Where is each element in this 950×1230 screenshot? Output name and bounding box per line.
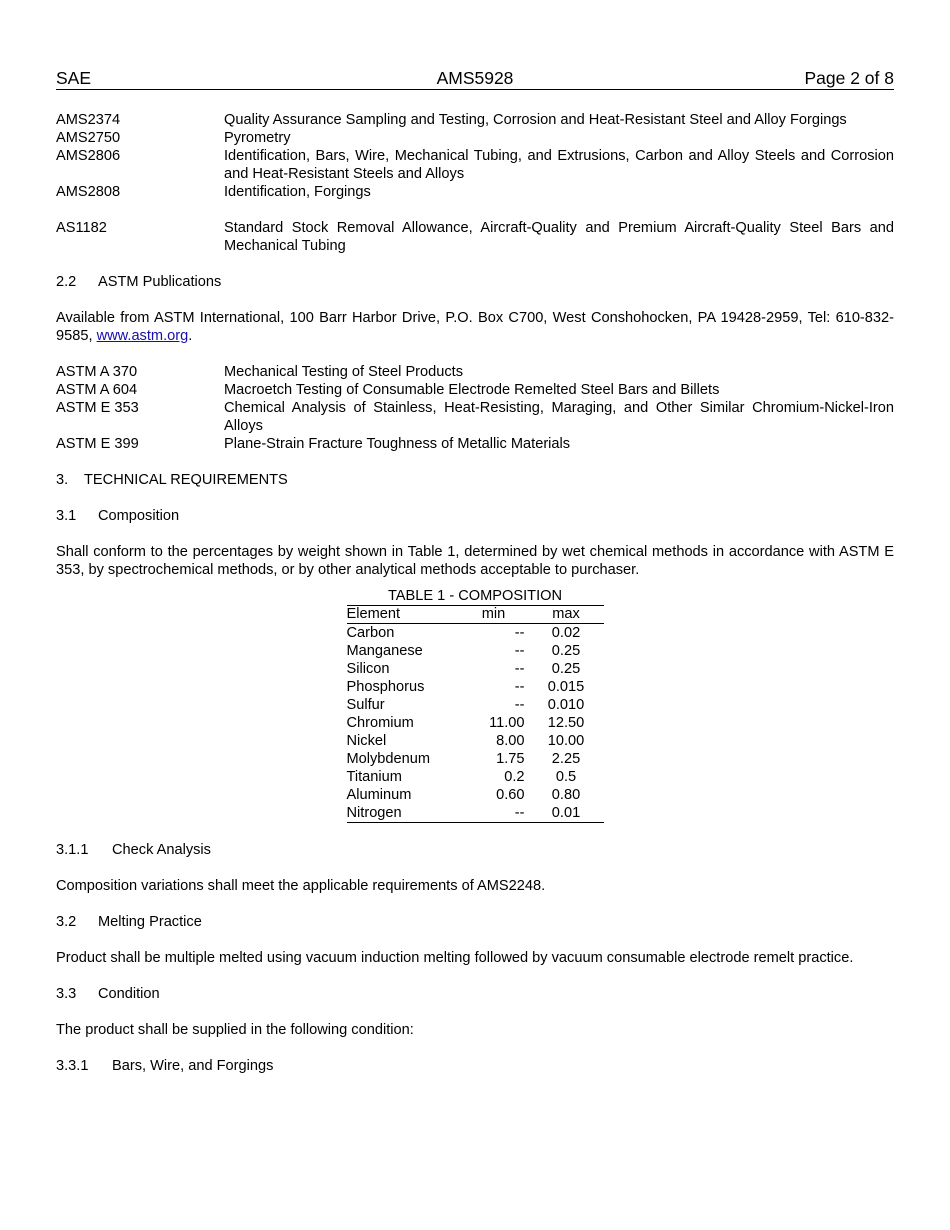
reference-title: Standard Stock Removal Allowance, Aircraft-Quality and Premium Aircraft-Quality Steel Bars and Mechanical Tubing: [224, 220, 894, 254]
section-number: 3.3.1: [56, 1058, 89, 1074]
column-header-max: max: [529, 606, 604, 624]
section-number: 3.1.1: [56, 842, 89, 858]
reference-code: ASTM E 353: [56, 400, 139, 416]
max-cell: 0.015: [547, 679, 585, 695]
column-header-min: min: [459, 606, 529, 624]
element-cell: Silicon: [346, 661, 390, 677]
reference-code: ASTM A 370: [56, 364, 138, 380]
max-cell: 0.01: [529, 804, 604, 823]
min-cell: --: [514, 661, 525, 677]
section-3-3-1-heading: [56, 1057, 894, 1075]
min-cell: 0.60: [496, 787, 525, 803]
column-header-element: Element: [347, 606, 459, 624]
table-title: TABLE 1 - COMPOSITION: [387, 588, 563, 604]
element-cell: Molybdenum: [346, 751, 431, 767]
page-header: [56, 68, 894, 90]
table-row: [347, 714, 604, 732]
reference-item: [56, 219, 894, 255]
table-row: [347, 768, 604, 786]
element-cell: Nitrogen: [347, 804, 459, 823]
astm-reference-list: [56, 363, 894, 453]
section-title: ASTM Publications: [98, 274, 222, 290]
reference-item: [56, 399, 894, 435]
max-cell: 0.02: [551, 625, 581, 641]
element-cell: Chromium: [346, 715, 414, 731]
reference-item: [56, 381, 894, 399]
reference-title: Identification, Forgings: [224, 184, 371, 200]
reference-code: AMS2808: [56, 184, 121, 200]
section-title: Check Analysis: [112, 842, 211, 858]
condition-paragraph: The product shall be supplied in the following condition:: [56, 1022, 414, 1038]
reference-title: Macroetch Testing of Consumable Electrode Remelted Steel Bars and Billets: [224, 382, 720, 398]
element-cell: Carbon: [346, 625, 395, 641]
max-cell: 0.25: [551, 661, 581, 677]
reference-code: AS1182: [56, 220, 107, 236]
table-row: [347, 678, 604, 696]
min-cell: 8.00: [496, 733, 525, 749]
reference-title: Quality Assurance Sampling and Testing, Corrosion and Heat-Resistant Steel and Alloy Forgings: [224, 112, 847, 128]
max-cell: 2.25: [551, 751, 581, 767]
max-cell: 0.25: [551, 643, 581, 659]
astm-website-link[interactable]: www.astm.org: [96, 328, 189, 344]
table-row: [347, 732, 604, 750]
reference-item: [56, 435, 894, 453]
composition-paragraph: Shall conform to the percentages by weight shown in Table 1, determined by wet chemical methods in accordance with ASTM E 353, by spectrochemical methods, or by other analytical methods acceptable to purchaser.: [56, 544, 894, 578]
min-cell: --: [514, 643, 525, 659]
reference-code: AMS2806: [56, 148, 121, 164]
table-row: [347, 696, 604, 714]
section-title: Condition: [98, 986, 160, 1002]
element-cell: Sulfur: [346, 697, 385, 713]
document-page: [56, 68, 894, 1075]
table-row: [347, 804, 604, 823]
reference-title: Chemical Analysis of Stainless, Heat-Resisting, Maraging, and Other Similar Chromium-Nickel-Iron Alloys: [224, 400, 894, 434]
section-3-heading: [56, 471, 894, 489]
melting-practice-paragraph: Product shall be multiple melted using vacuum induction melting followed by vacuum consumable electrode remelt practice.: [56, 950, 854, 966]
min-cell: 1.75: [496, 751, 525, 767]
header-org: SAE: [56, 68, 92, 88]
header-page-number: Page 2 of 8: [804, 68, 894, 88]
section-number: 3.: [56, 472, 69, 488]
section-number: 2.2: [56, 274, 77, 290]
header-spec: AMS5928: [436, 68, 514, 88]
reference-title: Plane-Strain Fracture Toughness of Metallic Materials: [224, 436, 571, 452]
table-header-row: [347, 606, 604, 624]
section-title: Bars, Wire, and Forgings: [112, 1058, 274, 1074]
reference-title: Identification, Bars, Wire, Mechanical Tubing, and Extrusions, Carbon and Alloy Steels and Corrosion and Heat-Resistant Steels and Alloys: [224, 148, 894, 182]
section-title: Melting Practice: [98, 914, 202, 930]
min-cell: --: [514, 697, 525, 713]
section-title: Composition: [98, 508, 180, 524]
section-3-1-1-heading: [56, 841, 894, 859]
element-cell: Titanium: [346, 769, 402, 785]
max-cell: 0.80: [551, 787, 581, 803]
ams-reference-list: [56, 111, 894, 201]
min-cell: --: [514, 679, 525, 695]
min-cell: 0.2: [504, 769, 525, 785]
max-cell: 0.5: [555, 769, 577, 785]
section-number: 3.3: [56, 986, 77, 1002]
section-3-1-heading: [56, 507, 894, 525]
reference-title: Pyrometry: [224, 130, 291, 146]
section-title: TECHNICAL REQUIREMENTS: [84, 472, 288, 488]
reference-title: Mechanical Testing of Steel Products: [224, 364, 464, 380]
table-row: [347, 786, 604, 804]
max-cell: 12.50: [547, 715, 585, 731]
section-number: 3.2: [56, 914, 77, 930]
reference-code: ASTM E 399: [56, 436, 139, 452]
reference-item: [56, 363, 894, 381]
section-number: 3.1: [56, 508, 77, 524]
max-cell: 10.00: [547, 733, 585, 749]
element-cell: Nickel: [346, 733, 387, 749]
min-cell: --: [459, 804, 529, 823]
element-cell: Aluminum: [346, 787, 412, 803]
composition-table: [347, 605, 604, 823]
section-3-3-heading: [56, 985, 894, 1003]
table-row: [347, 642, 604, 660]
astm-availability-paragraph: [56, 309, 894, 345]
reference-code: AMS2374: [56, 112, 121, 128]
check-analysis-paragraph: Composition variations shall meet the applicable requirements of AMS2248.: [56, 878, 546, 894]
availability-text: Available from ASTM International, 100 Barr Harbor Drive, P.O. Box C700, West Conshohocken, PA 19428-2959, Tel: 610-832-9585,: [56, 310, 894, 344]
composition-table-block: [347, 587, 604, 823]
reference-code: ASTM A 604: [56, 382, 138, 398]
element-cell: Manganese: [346, 643, 423, 659]
reference-code: AMS2750: [56, 130, 121, 146]
availability-end: .: [188, 328, 193, 344]
reference-item: [56, 183, 894, 201]
table-row: [347, 624, 604, 643]
reference-item: [56, 147, 894, 183]
min-cell: 11.00: [489, 715, 525, 731]
min-cell: --: [514, 625, 525, 641]
table-row: [347, 750, 604, 768]
section-2-2-heading: [56, 273, 894, 291]
element-cell: Phosphorus: [346, 679, 425, 695]
reference-item: [56, 111, 894, 129]
table-row: [347, 660, 604, 678]
reference-item: [56, 129, 894, 147]
max-cell: 0.010: [547, 697, 585, 713]
section-3-2-heading: [56, 913, 894, 931]
